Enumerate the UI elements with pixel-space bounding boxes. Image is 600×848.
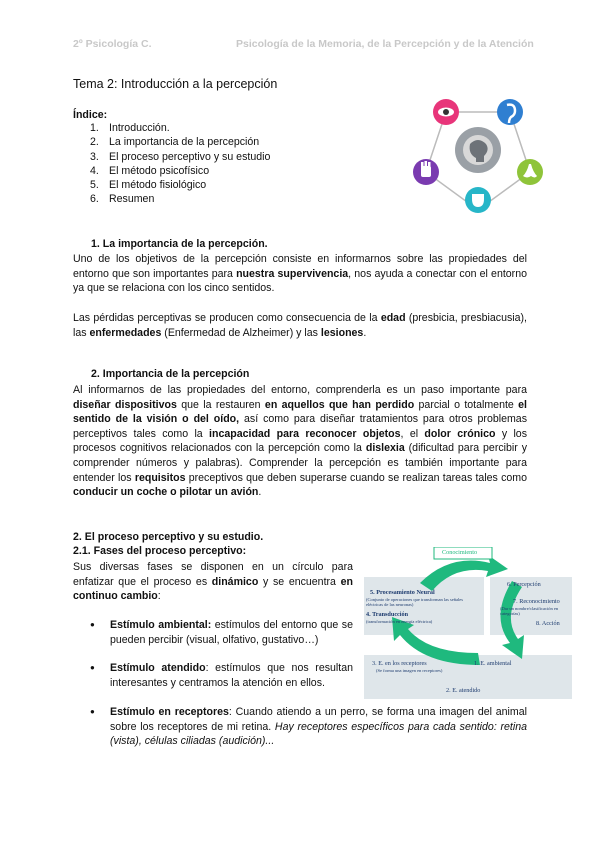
index-item: 2. La importancia de la percepción: [90, 136, 260, 149]
index-heading: Índice:: [73, 109, 108, 121]
neural-processing-label: 5. Procesamiento Neural: [370, 589, 435, 596]
perceptual-process-diagram: [362, 547, 574, 699]
five-senses-illustration: [408, 92, 548, 216]
attended-stimulus-label: 2. E. atendido: [446, 687, 481, 694]
bullet-item: ● Estímulo en receptores: Cuando atiendo a un perro, se forma una imagen del animal sobre los receptores de mi retina. Hay receptores específicos para cada sentido: retina (vista), células ciliadas (audición)...: [90, 705, 527, 749]
phases-bullets: [90, 705, 527, 749]
bullet-item: ● Estímulo atendido: estímulos que nos resultan interesantes y centramos la atención en ellos.: [90, 661, 353, 690]
recognition-desc: (Dar un nombre/clasificación en categorías): [500, 606, 559, 616]
index-item: 1. Introducción.: [90, 122, 170, 134]
bullet-item: ● Estímulo ambiental: estímulos del entorno que se pueden percibir (visual, olfativo, gustativo…): [90, 618, 353, 647]
section1-paragraph1: Uno de los objetivos de la percepción consiste en informarnos sobre las propiedades del entorno que son importantes para nuestra supervivencia, nos ayuda a conectar con el entorno ya que se relaciona con los cinco sentidos.: [73, 253, 527, 295]
environmental-stimulus-label: 1. E. ambiental: [474, 660, 512, 667]
index-list: [90, 121, 270, 207]
header-right: Psicología de la Memoria, de la Percepción y de la Atención: [236, 38, 534, 50]
section3-intro: Sus diversas fases se disponen en un círculo para enfatizar que el proceso es dinámico y se encuentra en continuo cambio:: [73, 561, 353, 603]
header-left: 2º Psicología C.: [73, 38, 152, 50]
transduction-label: 4. Transducción: [366, 611, 409, 618]
section2-heading: 2. Importancia de la percepción: [91, 368, 250, 380]
index-item: 3. El proceso perceptivo y su estudio: [90, 150, 271, 163]
section1-heading: 1. La importancia de la percepción.: [91, 238, 268, 250]
recognition-label: 7. Reconocimiento: [513, 598, 560, 605]
section1-paragraph2: Las pérdidas perceptivas se producen como consecuencia de la edad (presbicia, presbiacusia), las enfermedades (Enfermedad de Alzheimer) y las lesiones.: [73, 312, 527, 339]
neural-processing-desc: (Conjunto de operaciones que transforman las señales eléctricas de las neuronas): [366, 597, 463, 607]
knowledge-label: Conocimiento: [442, 549, 478, 556]
receptors-label: 3. E. en los receptores: [372, 660, 427, 667]
document-title: Tema 2: Introducción a la percepción: [73, 77, 278, 91]
section3-heading: 2. El proceso perceptivo y su estudio.: [73, 531, 264, 543]
perception-label: 6. Percepción: [507, 581, 541, 588]
phases-bullets: [90, 618, 353, 647]
index-item: 6. Resumen: [90, 193, 155, 206]
index-item: 5. El método fisiológico: [90, 179, 207, 192]
section3-subheading: 2.1. Fases del proceso perceptivo:: [73, 545, 247, 557]
phases-bullets: [90, 661, 353, 690]
transduction-desc: (transformación en energía eléctrica): [366, 619, 433, 624]
receptors-desc: (Se forma una imagen en receptores): [376, 668, 443, 673]
section2-paragraph: Al informarnos de las propiedades del entorno, comprenderla es un paso importante para diseñar dispositivos que la restauren en aquellos que han perdido parcial o totalmente el sentido de la visión o del oído, así como para diseñar tratamientos para otros problemas perceptivos tales como la incapacidad para reconocer objetos, el dolor crónico y los procesos cognitivos relacionados con la percepción como la dislexia (dificultad para percibir y comprender números y palabras). Comprender la percepción es también importante para entender los requisitos preceptivos que deben superarse cuando se realizan tareas tales como conducir un coche o pilotar un avión.: [73, 384, 527, 499]
action-label: 8. Acción: [536, 620, 560, 627]
index-item: 4. El método psicofísico: [90, 164, 210, 177]
